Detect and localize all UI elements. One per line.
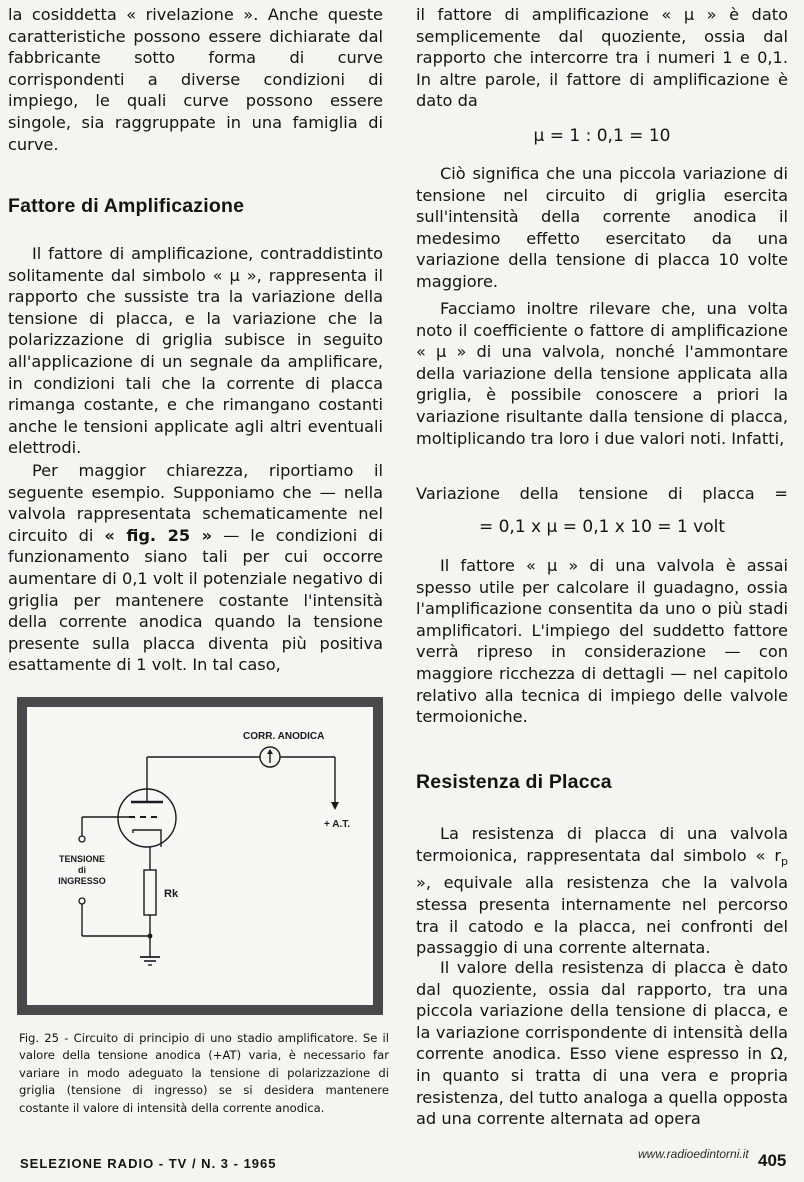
resistance-subscript: p: [781, 854, 788, 868]
input-terminal-bottom: [79, 898, 85, 904]
label-input-line3: INGRESSO: [58, 876, 106, 886]
figure-caption: Fig. 25 - Circuito di principio di uno stadio amplificatore. Se il valore della tensione anodica (+AT) varia, è necessario far variare in modo adeguato la tensione di polarizzazione di griglia (tensione di ingresso) se si desidera mantenere costante il valore di intensità della corrente anodica.: [19, 1031, 389, 1115]
supply-arrow-head: [331, 802, 339, 810]
magazine-footer: SELEZIONE RADIO - TV / N. 3 - 1965: [20, 1156, 277, 1171]
equation-mu: µ = 1 : 0,1 = 10: [533, 126, 671, 146]
label-input-line2: di: [78, 865, 86, 875]
example-text-start: Per maggior chiarezza, riportiamo il seguente esempio. Supponiamo che — nella valvola rappresentata schematicamente nel circuito di: [8, 461, 383, 545]
paragraph-mu-value: il fattore di amplificazione « µ » è dato semplicemente dal quoziente, ossia dal rapporto che intercorre tra i numeri 1 e 0,1. In altre parole, il fattore di amplificazione è dato da: [416, 5, 788, 111]
figure-25-panel: [27, 707, 373, 1005]
paragraph-known-coefficient: Facciamo inoltre rilevare che, una volta noto il coefficiente o fattore di amplificazione « µ » di una valvola, nonché l'ammontare della variazione della tensione applicata alla griglia, è possibile conoscere a priori la variazione risultante dalla tensione di placca, moltiplicando tra loro i due valori noti. Infatti,: [416, 299, 788, 448]
paragraph-resistance: [416, 823, 788, 959]
label-rk: Rk: [164, 888, 179, 900]
label-anode-current: CORR. ANODICA: [243, 731, 325, 742]
label-high-voltage: + A.T.: [324, 819, 351, 830]
paragraph-meaning: Ciò significa che una piccola variazione di tensione nel circuito di griglia esercita sull'intensità della corrente anodica il medesimo effetto esercitato da una variazione della tensione di placca 10 volte maggiore.: [416, 164, 788, 291]
cathode-electrode: [133, 830, 161, 847]
cathode-resistor: [144, 870, 156, 915]
page-number: 405: [758, 1151, 787, 1170]
figure-reference: « fig. 25 »: [104, 525, 213, 545]
label-input-line1: TENSIONE: [58, 854, 106, 864]
resistance-text-start: La resistenza di placca di una valvola termoionica, rappresentata dal simbolo « r: [416, 824, 788, 865]
heading-amplification: Fattore di Amplificazione: [8, 195, 245, 217]
paragraph-definition: Il fattore di amplificazione, contraddistinto solitamente dal simbolo « µ », rappresenta il rapporto che sussiste tra la variazione della tensione di placca, e la variazione che la polarizzazione di griglia subisce in seguito all'applicazione di un segnale da amplificare, in condizioni tali che la corrente di placca rimanga costante, e che rimangano costanti anche le tensioni applicate agli altri eventuali elettrodi.: [8, 244, 383, 458]
paragraph-resistance-value: Il valore della resistenza di placca è dato dal quoziente, ossia dal rapporto, tra una piccola variazione della tensione di placca, e la variazione corrispondente di intensità della corrente anodica. Esso viene espresso in Ω, in quanto si tratta di una vera e propria resistenza, del tutto analoga a quella opposta ad una corrente alternata ad opera: [416, 958, 788, 1129]
amplifier-circuit-diagram: [27, 707, 373, 1005]
website-watermark: www.radioedintorni.it: [638, 1147, 749, 1161]
resistance-text-end: », equivale alla resistenza che la valvola stessa presenta internamente nel percorso tra il catodo e la placca, nei confronti del passaggio di una corrente alternata.: [416, 873, 788, 958]
junction-dot: [148, 934, 153, 939]
example-text-end: — le condizioni di funzionamento siano tali per cui occorre aumentare di 0,1 volt il potenziale negativo di griglia per mantenere costante l'intensità della corrente anodica quando la tensione presente sulla placca diventa più positiva esattamente di 1 volt. In tal caso,: [8, 525, 383, 675]
equation-variation-line2: = 0,1 x µ = 0,1 x 10 = 1 volt: [478, 517, 726, 537]
figure-25-frame: [17, 697, 383, 1015]
paragraph-intro: la cosiddetta « rivelazione ». Anche queste caratteristiche possono essere dichiarate dal fabbricante sotto forma di curve corrispondenti a diverse condizioni di impiego, le quali curve possono essere singole, sia raggruppate in una famiglia di curve.: [8, 5, 383, 154]
paragraph-useful: Il fattore « µ » di una valvola è assai spesso utile per calcolare il guadagno, ossia l'amplificazione consentita da uno o più stadi amplificatori. L'impiego del suddetto fattore verrà ripreso in considerazione — con maggiore ricchezza di dettagli — nel capitolo relativo alla tecnica di impiego delle valvole termoioniche.: [416, 556, 788, 727]
paragraph-example: [8, 460, 383, 676]
ammeter-arrow-head: [267, 749, 273, 754]
equation-variation-line1: Variazione della tensione di placca =: [416, 484, 788, 503]
input-terminal-top: [79, 836, 85, 842]
heading-resistance: Resistenza di Placca: [416, 771, 612, 793]
